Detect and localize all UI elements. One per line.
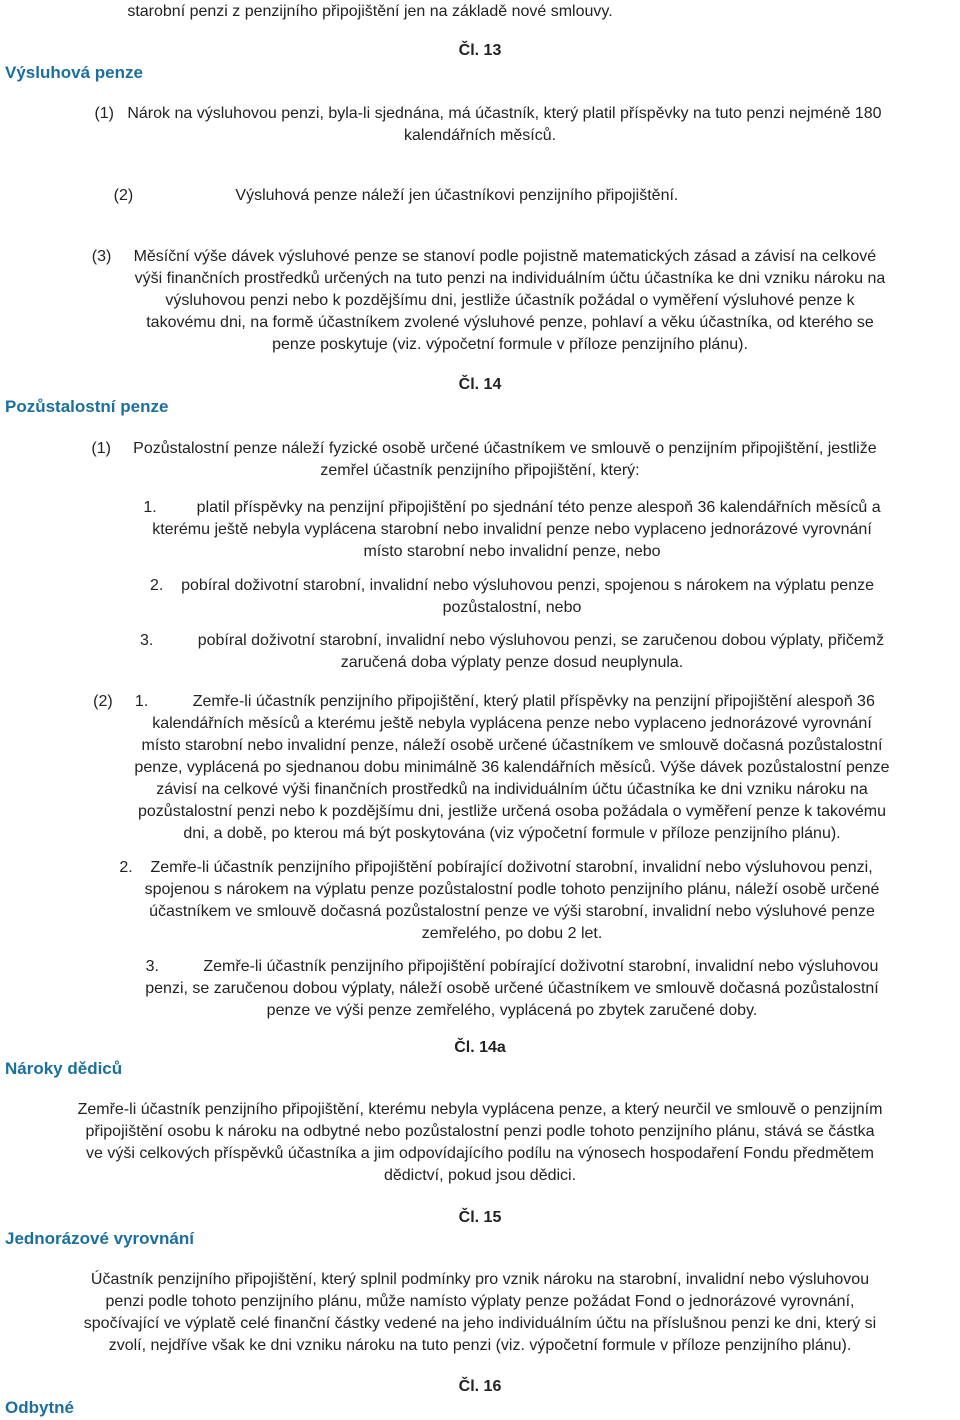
text-line: kalendářních měsíců.	[403, 127, 557, 144]
text-line: 3. pobíral doživotní starobní, invalidní nebo výsluhovou penzi, se zaručenou dobou výplaty, přičemž	[139, 632, 885, 649]
text-line: (1) Pozůstalostní penze náleží fyzické osobě určené účastníkem ve smlouvě o penzijním připojištění, jestliže	[91, 440, 877, 457]
text-line: penzi podle tohoto penzijního plánu, může namísto výplaty penze požádat Fond o jednorázové vyrovnání,	[105, 1293, 855, 1310]
text-line: dědictví, pokud jsou dědici.	[383, 1167, 577, 1184]
text-line: (1) Nárok na výsluhovou penzi, byla-li sjednána, má účastník, který platil příspěvky na tuto penzi nejméně 180	[94, 105, 882, 122]
text-line: zemřelého, po dobu 2 let.	[421, 925, 603, 942]
section-heading-naroky-dedicu: Nároky dědiců	[5, 1059, 123, 1078]
text-line: penze ve výši penze zemřelého, vyplácená po zbytek zaručené doby.	[266, 1002, 758, 1019]
text-line: dni, a době, po kterou má být poskytována (viz výpočetní formule v příloze penzijního plánu).	[183, 825, 841, 842]
text-line: pozůstalostní, nebo	[442, 599, 582, 616]
text-line: 1. platil příspěvky na penzijní připojištění po sjednání této penze alespoň 36 kalendářních měsíců a	[143, 499, 881, 516]
text-line: penze, vyplácená po sjednanou dobu minimálně 36 kalendářních měsíců. Výše dávek pozůstalostní penze	[134, 759, 890, 776]
text-line: výsluhovou penzi nebo k pozdějšímu dni, jestliže účastník požádal o vyměření výsluhové penze k	[165, 292, 855, 309]
article-14-title: Čl. 14	[458, 376, 502, 393]
article-14a-title: Čl. 14a	[454, 1039, 506, 1056]
text-line: 2. Zemře-li účastník penzijního připojištění pobírající doživotní starobní, invalidní nebo výsluhovou penzi,	[119, 859, 873, 876]
text-line: kterému ještě nebyla vyplácena starobní nebo invalidní penze nebo vyplaceno jednorázové vyrovnání	[152, 521, 872, 538]
text-line: účastníkem ve smlouvě dočasná pozůstalostní penze ve výši starobní, invalidní nebo výsluhové penze	[149, 903, 875, 920]
text-line: Účastník penzijního připojištění, který splnil podmínky pro vznik nároku na starobní, invalidní nebo výsluhovou	[90, 1271, 870, 1288]
article-13-title: Čl. 13	[458, 42, 502, 59]
text-line: pozůstalostní penzi nebo k pozdějšímu dni, jestliže určená osoba požádala o vyměření penze k takovému	[138, 803, 886, 820]
section-heading-pozustalostni-penze: Pozůstalostní penze	[5, 397, 169, 416]
text-line: 3. Zemře-li účastník penzijního připojištění pobírající doživotní starobní, invalidní nebo výsluhovou	[145, 958, 879, 975]
text-line: Zemře-li účastník penzijního připojištění, kterému nebyla vyplácena penze, a který neurčil ve smlouvě o penzijním	[77, 1101, 883, 1118]
article-15-title: Čl. 15	[458, 1209, 502, 1226]
text-line: takovému dni, na formě účastníkem zvolené výsluhové penze, pohlaví a věku účastníka, od kterého se	[146, 314, 874, 331]
text-line: zvolí, nejdříve však ke dni vzniku nároku na tuto penzi (viz. výpočetní formule v příloze penzijního plánu).	[108, 1337, 852, 1354]
text-line: (2) 1. Zemře-li účastník penzijního připojištění, který platil příspěvky na penzijní připojištění alespoň 36	[93, 693, 875, 710]
section-heading-vysluhova-penze: Výsluhová penze	[5, 63, 143, 82]
text-line: penze poskytuje (viz. výpočetní formule v příloze penzijního plánu).	[272, 336, 748, 353]
text-line: výši finančních prostředků určených na tuto penzi na individuálním účtu účastníka ke dni vzniku nároku na	[134, 270, 886, 287]
article-16-title: Čl. 16	[458, 1378, 502, 1395]
text-line: připojištění osobu k nároku na odbytné nebo pozůstalostní penzi podle tohoto penzijního plánu, stává se částka	[85, 1123, 875, 1140]
continuation-line: starobní penzi z penzijního připojištění jen na základě nové smlouvy.	[127, 3, 613, 20]
section-heading-jednorazove-vyrovnani: Jednorázové vyrovnání	[5, 1229, 194, 1248]
text-line: ve výši celkových příspěvků účastníka a jim odpovídajícího podílu na výnosech hospodaření Fondu předmětem	[86, 1145, 874, 1162]
text-line: závisí na celkové výši finančních prostředků na individuálním účtu účastníka ke dni vzniku nároku na	[156, 781, 868, 798]
text-line: místo starobní nebo invalidní penze, náleží osobě určené účastníkem ve smlouvě dočasná pozůstalostní	[141, 737, 883, 754]
text-line: (2) Výsluhová penze náleží jen účastníkovi penzijního připojištění.	[113, 187, 679, 204]
text-line: (3) Měsíční výše dávek výsluhové penze se stanoví podle pojistně matematických zásad a závisí na celkové	[91, 248, 877, 265]
text-line: 2. pobíral doživotní starobní, invalidní nebo výsluhovou penzi, spojenou s nárokem na výplatu penze	[149, 577, 874, 594]
text-line: spojenou s nárokem na výplatu penze pozůstalostní podle tohoto penzijního plánu, náleží osobě určené	[144, 881, 880, 898]
text-line: místo starobní nebo invalidní penze, nebo	[363, 543, 661, 560]
text-line: kalendářních měsíců a kterému ještě nebyla vyplácena penze nebo vyplaceno jednorázové vyrovnání	[152, 715, 872, 732]
text-line: spočívající ve výplatě celé finanční částky vedené na jeho individuálním účtu na příslušnou penzi ke dni, který si	[83, 1315, 877, 1332]
text-line: zemřel účastník penzijního připojištění, který:	[320, 462, 640, 479]
text-line: penzi, se zaručenou dobou výplaty, náleží osobě určené účastníkem ve smlouvě dočasná pozůstalostní	[145, 980, 879, 997]
text-line: zaručená doba výplaty penze dosud neuplynula.	[340, 654, 684, 671]
section-heading-odbytne: Odbytné	[5, 1398, 74, 1417]
